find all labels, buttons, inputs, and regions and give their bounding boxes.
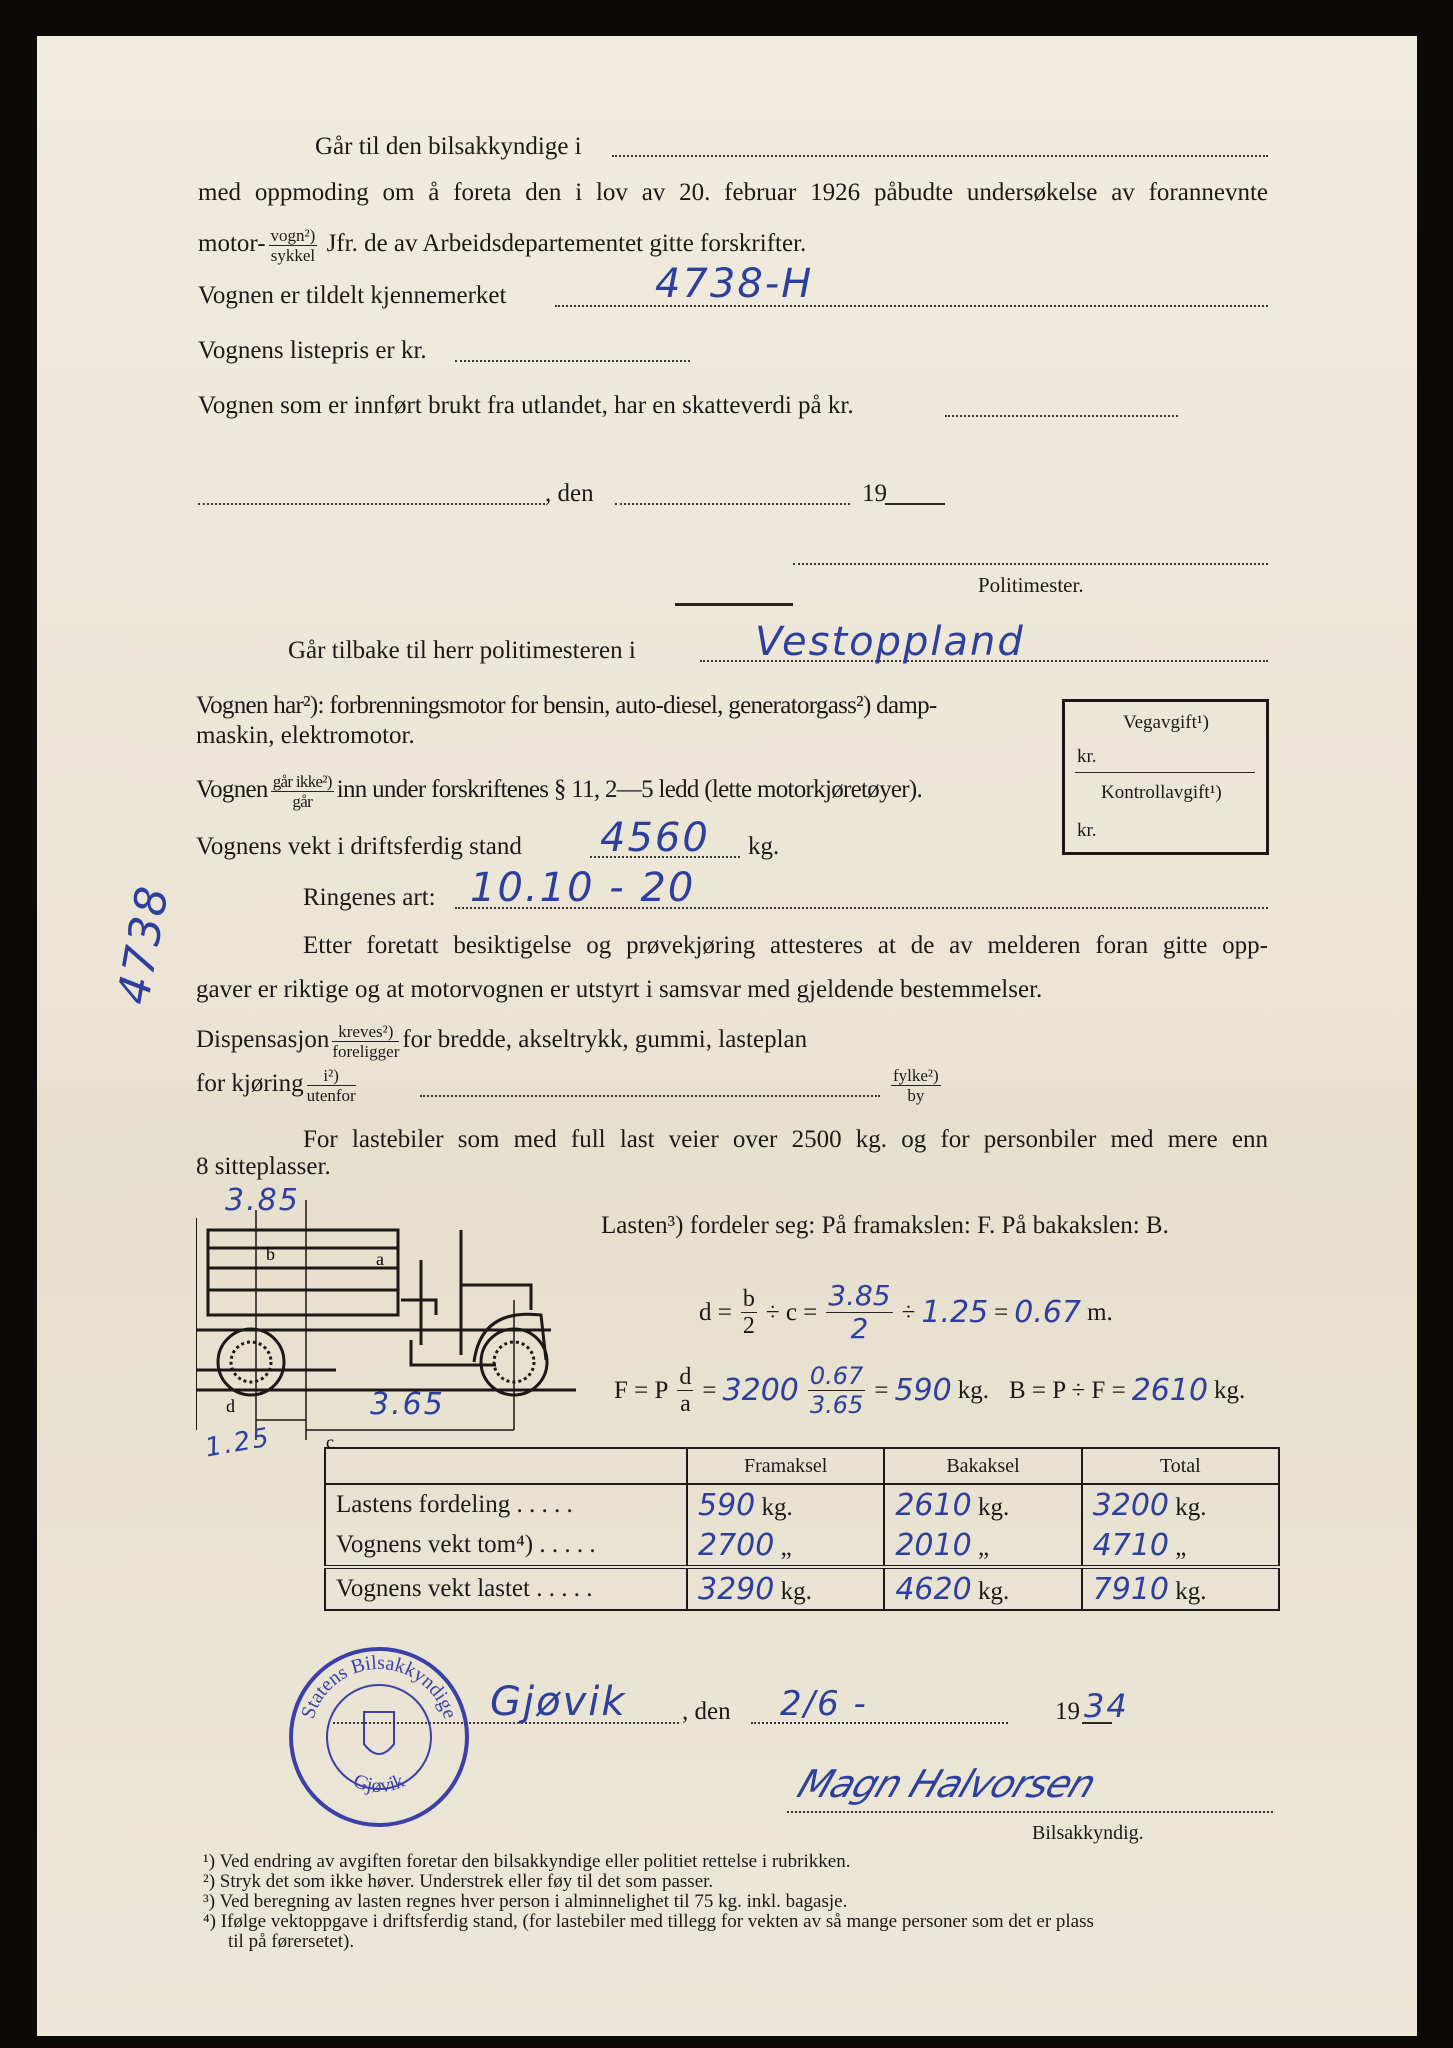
b-result: 2610	[1131, 1372, 1209, 1408]
motor-fraction	[269, 226, 318, 265]
footnote-2	[203, 1872, 713, 1891]
cell-value: 2700	[698, 1527, 775, 1563]
cell-value: 4620	[895, 1571, 972, 1607]
fraction-den: a	[680, 1391, 691, 1417]
d-formula	[699, 1280, 1113, 1345]
row-label: Vognens vekt lastet . . . . .	[325, 1567, 687, 1610]
table-cell	[687, 1484, 884, 1525]
attest-line-2: gaver er riktige og at motorvognen er utstyrt i samsvar med gjeldende bestemmelser.	[196, 976, 1043, 1003]
motor-type-line	[198, 226, 806, 265]
dispensation-line	[196, 1022, 807, 1061]
section-divider	[675, 603, 793, 606]
table-row	[325, 1525, 1279, 1567]
year-signed-prefix: 19	[1055, 1698, 1080, 1725]
date-field[interactable]	[615, 503, 850, 505]
disp-prefix: Dispensasjon	[196, 1026, 330, 1054]
inspector-role: Bilsakkyndig.	[1032, 1822, 1144, 1844]
politimester-signature-field[interactable]	[793, 563, 1268, 565]
drive-fraction	[307, 1066, 356, 1105]
county-fraction	[888, 1066, 944, 1105]
cell-value: 590	[698, 1487, 756, 1523]
row-label: Vognens vekt tom⁴) . . . . .	[325, 1525, 687, 1567]
light-vehicle-line	[196, 772, 922, 811]
d-hw-fraction	[826, 1280, 892, 1345]
f-hw-p: 3200	[722, 1372, 799, 1408]
f-lhs: F = P	[614, 1376, 669, 1404]
attest-line-1: Etter foretatt besiktigelse og prøvekjøring attesteres at de av melderen foran gitte opp-	[303, 932, 1268, 959]
f-result: 590	[894, 1372, 952, 1408]
fraction-num: vogn²)	[270, 226, 316, 245]
fraction-den: by	[907, 1086, 925, 1105]
footnote-4	[203, 1912, 1094, 1931]
request-line: med oppmoding om å foreta den i lov av 20. februar 1926 påbudte undersøkelse av forannevnte	[198, 179, 1268, 206]
diagram-label-c: c	[326, 1432, 334, 1452]
trucks-line-1: For lastebiler som med full last veier over 2500 kg. og for personbiler med mere enn	[303, 1126, 1268, 1153]
footnote-3	[203, 1892, 847, 1911]
footnote-mark: ⁴)	[203, 1911, 216, 1932]
date-signed-value: 2/6 -	[780, 1684, 868, 1724]
footnote-text: til på førersetet).	[228, 1931, 355, 1952]
d-unit: m.	[1087, 1298, 1113, 1326]
footnote-text: Ved endring av avgiften foretar den bilsakkyndige eller politiet rettelse i rubrikken.	[219, 1851, 851, 1872]
f-eq2: =	[874, 1376, 889, 1404]
diagram-label-b: b	[266, 1244, 275, 1264]
stamp-top-text: Statens Bilsakkyndige	[296, 1651, 462, 1722]
cell-unit: „	[1175, 1533, 1187, 1561]
row-label: Lastens fordeling . . . . .	[325, 1484, 687, 1525]
fee-box	[1062, 699, 1269, 855]
diagram-label-a: a	[376, 1249, 384, 1269]
light-fraction	[271, 772, 334, 811]
cell-value: 3290	[698, 1571, 775, 1607]
b-over-2	[741, 1286, 757, 1339]
road-fee-field[interactable]	[1075, 772, 1255, 773]
tax-value-label: Vognen som er innført brukt fra utlandet, har en skatteverdi på kr.	[198, 392, 854, 419]
drive-line	[196, 1066, 359, 1105]
footnote-4-continued	[228, 1932, 354, 1951]
year-field[interactable]	[885, 503, 945, 505]
list-price-field[interactable]	[455, 360, 690, 362]
plate-label: Vognen er tildelt kjennemerket	[198, 282, 507, 309]
header-total: Total	[1082, 1448, 1279, 1484]
fraction-den: utenfor	[306, 1086, 356, 1105]
fraction-den: 3.65	[809, 1391, 864, 1419]
table-row	[325, 1484, 1279, 1525]
fraction-den: 2	[742, 1313, 755, 1339]
table-cell	[884, 1484, 1081, 1525]
footnote-text: Ifølge vektoppgave i driftsferdig stand, (for lastebiler med tillegg for vekten av så mange personer som det er plass	[220, 1911, 1094, 1932]
cell-unit: kg.	[1175, 1577, 1207, 1605]
control-fee-kr: kr.	[1077, 820, 1097, 841]
header-blank	[325, 1448, 687, 1484]
road-fee-kr: kr.	[1077, 746, 1097, 767]
load-intro: Lasten³) fordeler seg: På framakslen: F. På bakakslen: B.	[601, 1212, 1169, 1239]
cell-value: 2610	[895, 1487, 972, 1523]
diagram-a-value: 3.65	[370, 1387, 445, 1422]
footnote-text: Stryk det som ikke høver. Understrek eller føy til det som passer.	[219, 1871, 714, 1892]
b-unit: kg.	[1214, 1376, 1246, 1404]
rear-wheel	[218, 1329, 284, 1395]
tax-value-field[interactable]	[945, 415, 1178, 417]
diagram-c-value: 1.25	[202, 1422, 273, 1464]
truck-cargo-bed	[208, 1230, 398, 1315]
d-result: 0.67	[1014, 1294, 1082, 1330]
year-signed-suffix: 34	[1084, 1687, 1129, 1725]
header-bakaksel: Bakaksel	[884, 1448, 1081, 1484]
d-mid: ÷ c =	[765, 1298, 818, 1326]
tyres-value: 10.10 - 20	[470, 865, 696, 911]
light-suffix: inn under forskriftenes § 11, 2—5 ledd (lette motorkjøretøyer).	[336, 776, 923, 804]
d-hw-c: 1.25	[921, 1294, 989, 1330]
weight-unit: kg.	[748, 833, 780, 860]
cell-value: 2010	[895, 1527, 972, 1563]
footnote-text: Ved beregning av lasten regnes hver person i alminnelighet til 75 kg. inkl. bagasje.	[219, 1891, 848, 1912]
list-price-label: Vognens listepris er kr.	[198, 337, 427, 364]
fraction-den: 2	[850, 1312, 869, 1345]
drive-area-field[interactable]	[420, 1095, 880, 1097]
goes-to-expert-label: Går til den bilsakkyndige i	[315, 133, 582, 160]
inspector-signature-field[interactable]	[787, 1811, 1273, 1813]
f-eq: =	[702, 1376, 717, 1404]
inspector-signature: Magn Halvorsen	[791, 1762, 1102, 1806]
fraction-den: foreligger	[332, 1042, 400, 1061]
weight-value: 4560	[600, 815, 710, 861]
fraction-num: i²)	[307, 1066, 356, 1086]
table-cell	[687, 1525, 884, 1567]
return-label: Går tilbake til herr politimesteren i	[288, 637, 636, 664]
trucks-line-2: 8 sitteplasser.	[196, 1153, 331, 1180]
table-cell	[687, 1567, 884, 1610]
cell-value: 3200	[1092, 1487, 1170, 1523]
motor-suffix: Jfr. de av Arbeidsdepartementet gitte forskrifter.	[326, 230, 807, 258]
d-div: ÷	[901, 1298, 916, 1326]
fraction-num: d	[679, 1364, 692, 1390]
fraction-num: 3.85	[828, 1279, 891, 1312]
footnote-1	[203, 1852, 850, 1871]
f-hw-fraction	[808, 1362, 865, 1419]
fraction-num: 0.67	[809, 1362, 864, 1390]
d-eq: =	[994, 1298, 1009, 1326]
svg-text:Gjøvik	[350, 1770, 407, 1797]
disp-suffix: for bredde, akseltrykk, gummi, lasteplan	[402, 1026, 808, 1054]
date-den-label: , den	[545, 480, 594, 507]
cell-value: 4710	[1092, 1527, 1170, 1563]
f-unit: kg.	[957, 1376, 989, 1404]
place-signed-value: Gjøvik	[490, 1679, 627, 1725]
fraction-num: b	[742, 1286, 755, 1312]
table-cell	[884, 1525, 1081, 1567]
plate-value: 4738-H	[655, 261, 814, 307]
cell-unit: kg.	[780, 1577, 812, 1605]
year-prefix: 19	[862, 480, 887, 507]
cell-unit: „	[780, 1533, 792, 1561]
cell-unit: kg.	[977, 1493, 1010, 1521]
cell-unit: kg.	[1175, 1493, 1207, 1521]
d-over-a	[677, 1364, 693, 1417]
motor-prefix: motor-	[198, 230, 266, 258]
fraction-den: sykkel	[270, 246, 316, 265]
table-cell	[1082, 1567, 1279, 1610]
header-framaksel: Framaksel	[687, 1448, 884, 1484]
b-expr: B = P ÷ F =	[1008, 1376, 1126, 1404]
place-field[interactable]	[198, 503, 545, 505]
light-prefix: Vognen	[196, 776, 268, 804]
engine-line-2: maskin, elektromotor.	[196, 722, 415, 749]
tyres-label: Ringenes art:	[303, 884, 436, 911]
disp-fraction	[332, 1022, 399, 1061]
county-frac	[891, 1066, 941, 1105]
cell-unit: kg.	[761, 1493, 793, 1521]
load-distribution-table	[324, 1447, 1280, 1611]
fraction-num: fylke²)	[893, 1066, 939, 1085]
table-cell	[1082, 1525, 1279, 1567]
d-lhs: d =	[699, 1298, 732, 1326]
cell-unit: „	[977, 1533, 990, 1561]
signed-den-label: , den	[682, 1698, 731, 1725]
official-stamp	[286, 1644, 472, 1830]
footnote-mark: ²)	[203, 1871, 216, 1892]
table-cell	[1082, 1484, 1279, 1525]
drive-prefix: for kjøring	[196, 1070, 304, 1098]
f-formula	[614, 1362, 1245, 1419]
table-header-row	[325, 1448, 1279, 1484]
politimester-label: Politimester.	[978, 573, 1084, 597]
cell-unit: kg.	[977, 1577, 1010, 1605]
control-fee-label: Kontrollavgift¹)	[1101, 782, 1222, 803]
fraction-num: går ikke²)	[272, 772, 332, 791]
stamp-bottom-text: Gjøvik	[350, 1769, 408, 1798]
cell-value: 7910	[1092, 1571, 1170, 1607]
fraction-den: går	[292, 792, 313, 811]
footnote-mark: ¹)	[203, 1851, 216, 1872]
margin-note: 4738	[108, 881, 180, 1009]
diagram-label-d: d	[226, 1396, 235, 1416]
table-row	[325, 1567, 1279, 1610]
road-fee-label: Vegavgift¹)	[1123, 712, 1209, 733]
return-value: Vestoppland	[755, 619, 1025, 665]
expert-location-field[interactable]	[612, 155, 1268, 157]
coat-of-arms-icon	[364, 1712, 394, 1754]
table-cell	[884, 1567, 1081, 1610]
fraction-num: kreves²)	[332, 1022, 399, 1042]
footnote-mark: ³)	[203, 1891, 216, 1912]
weight-label: Vognens vekt i driftsferdig stand	[196, 833, 522, 860]
diagram-b-value: 3.85	[225, 1183, 300, 1218]
engine-line-1: Vognen har²): forbrenningsmotor for bensin, auto-diesel, generatorgass²) damp-	[196, 692, 937, 719]
